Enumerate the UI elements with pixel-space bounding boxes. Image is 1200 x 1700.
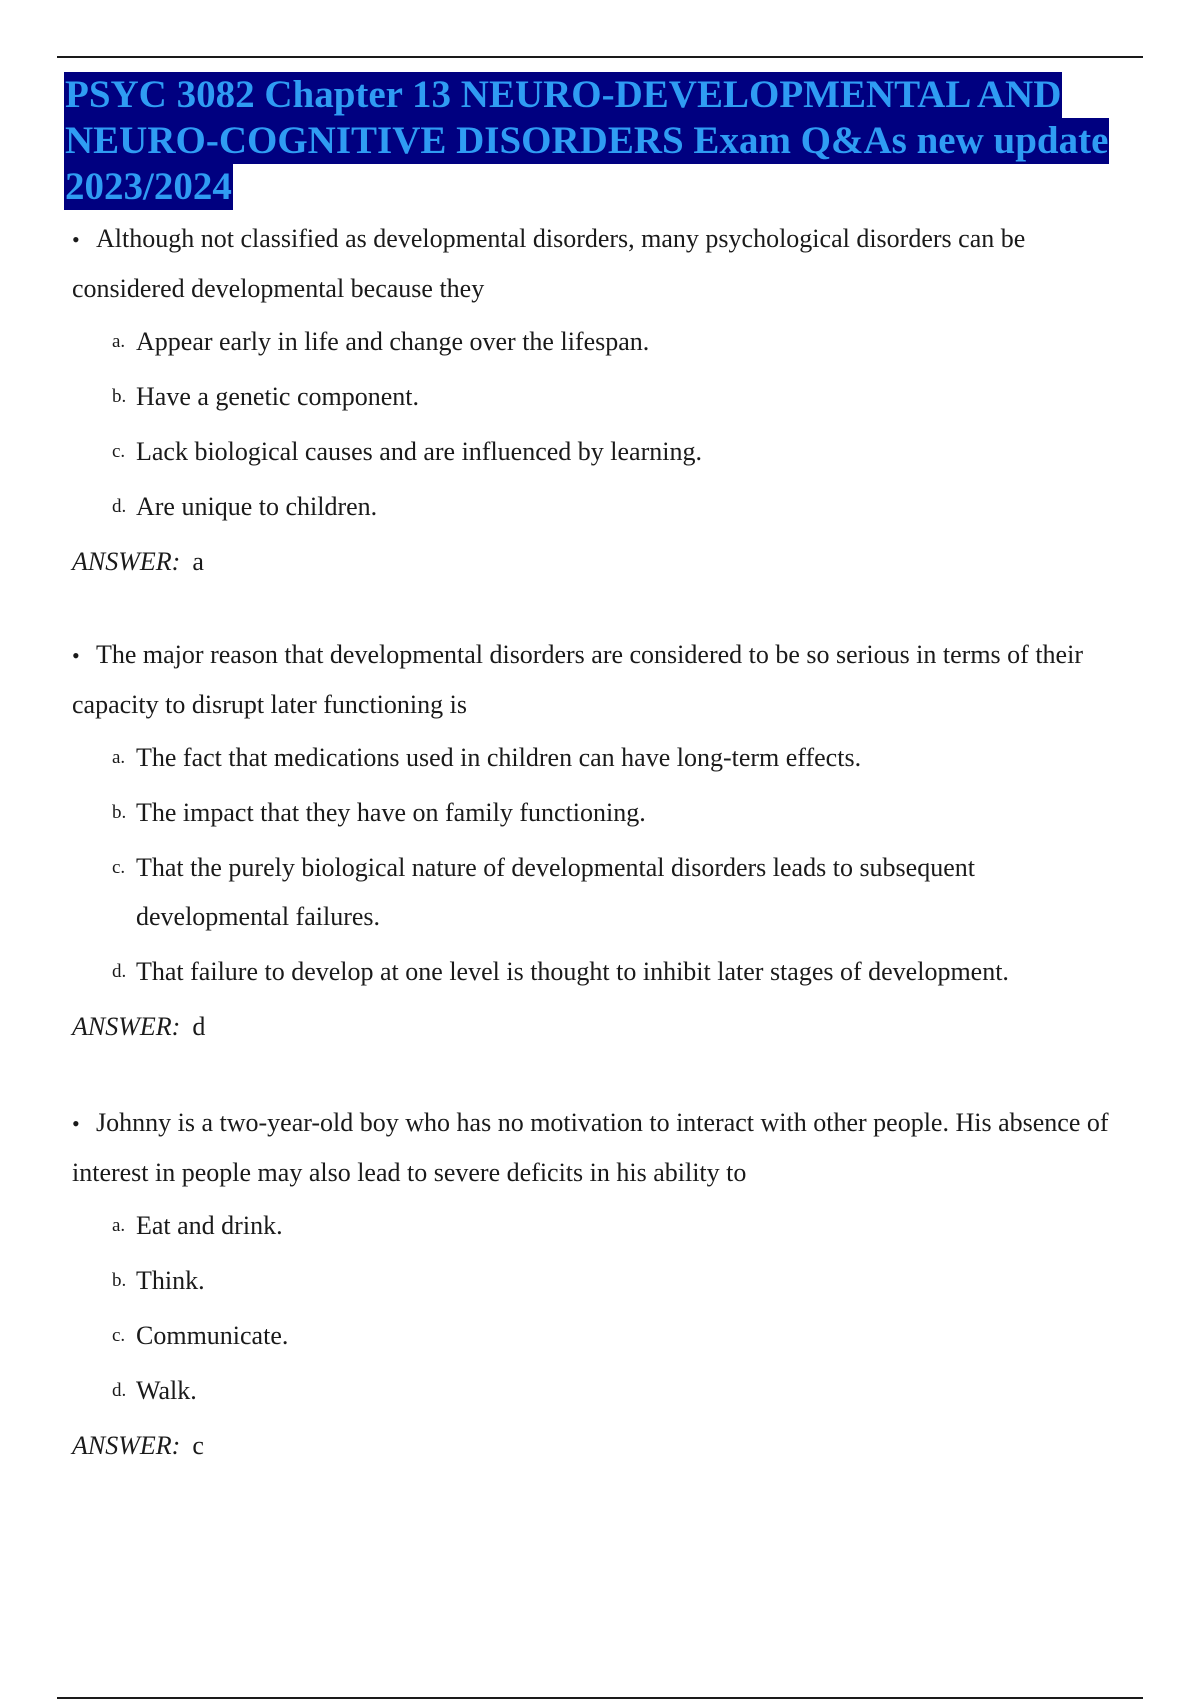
option-d	[72, 1366, 1132, 1415]
option-letter: c.	[112, 857, 126, 878]
question-1	[72, 214, 1132, 586]
option-b	[72, 788, 1132, 837]
option-text: Have a genetic component.	[136, 382, 419, 411]
bullet-icon: •	[72, 1111, 80, 1136]
option-list	[72, 317, 1132, 531]
option-letter: a.	[112, 747, 126, 768]
option-list	[72, 1201, 1132, 1415]
option-c	[72, 843, 1132, 941]
title-line-1: PSYC 3082 Chapter 13 NEURO-DEVELOPMENTAL AND	[65, 73, 1062, 116]
question-text: Johnny is a two-year-old boy who has no motivation to interact with other people. His absence of interest in people may also lead to severe deficits in his ability to	[72, 1108, 1109, 1187]
question-2	[72, 630, 1132, 1051]
answer-label: ANSWER:	[72, 547, 181, 576]
answer-label: ANSWER:	[72, 1012, 181, 1041]
question-3	[72, 1098, 1132, 1470]
option-letter: d.	[112, 496, 127, 517]
option-letter: a.	[112, 1215, 126, 1236]
option-letter: a.	[112, 331, 126, 352]
option-letter: b.	[112, 386, 127, 407]
bullet-icon: •	[72, 643, 80, 668]
answer-line	[72, 1002, 1132, 1051]
option-d	[72, 482, 1132, 531]
option-b	[72, 1256, 1132, 1305]
option-text: The impact that they have on family functioning.	[136, 798, 646, 827]
document-title	[64, 72, 1144, 210]
bottom-rule	[57, 1697, 1143, 1699]
option-list	[72, 733, 1132, 996]
question-stem	[72, 630, 1132, 729]
option-letter: d.	[112, 1380, 127, 1401]
option-text: That the purely biological nature of developmental disorders leads to subsequent developmental failures.	[136, 853, 975, 931]
option-letter: b.	[112, 802, 127, 823]
option-text: Walk.	[136, 1376, 197, 1405]
option-c	[72, 1311, 1132, 1360]
option-text: Eat and drink.	[136, 1211, 283, 1240]
option-letter: b.	[112, 1270, 127, 1291]
title-line-2: NEURO-COGNITIVE DISORDERS Exam Q&As new update	[65, 119, 1109, 162]
option-letter: c.	[112, 1325, 126, 1346]
option-text: Think.	[136, 1266, 205, 1295]
answer-label: ANSWER:	[72, 1431, 181, 1460]
top-rule	[57, 56, 1143, 58]
option-letter: d.	[112, 961, 127, 982]
answer-line	[72, 537, 1132, 586]
option-text: That failure to develop at one level is thought to inhibit later stages of development.	[136, 957, 1009, 986]
answer-value: d	[192, 1012, 206, 1041]
title-line-3: 2023/2024	[65, 165, 232, 208]
answer-value: a	[192, 547, 204, 576]
answer-line	[72, 1421, 1132, 1470]
option-b	[72, 372, 1132, 421]
option-text: The fact that medications used in children can have long-term effects.	[136, 743, 862, 772]
option-text: Communicate.	[136, 1321, 289, 1350]
option-text: Appear early in life and change over the lifespan.	[136, 327, 650, 356]
option-a	[72, 317, 1132, 366]
question-text: The major reason that developmental disorders are considered to be so serious in terms of their capacity to disrupt later functioning is	[72, 640, 1083, 719]
option-letter: c.	[112, 441, 126, 462]
option-c	[72, 427, 1132, 476]
question-stem	[72, 214, 1132, 313]
option-d	[72, 947, 1132, 996]
option-a	[72, 733, 1132, 782]
answer-value: c	[192, 1431, 204, 1460]
option-text: Lack biological causes and are influenced by learning.	[136, 437, 702, 466]
question-stem	[72, 1098, 1132, 1197]
bullet-icon: •	[72, 227, 80, 252]
option-text: Are unique to children.	[136, 492, 378, 521]
option-a	[72, 1201, 1132, 1250]
question-text: Although not classified as developmental disorders, many psychological disorders can be considered developmental because they	[72, 224, 1026, 303]
